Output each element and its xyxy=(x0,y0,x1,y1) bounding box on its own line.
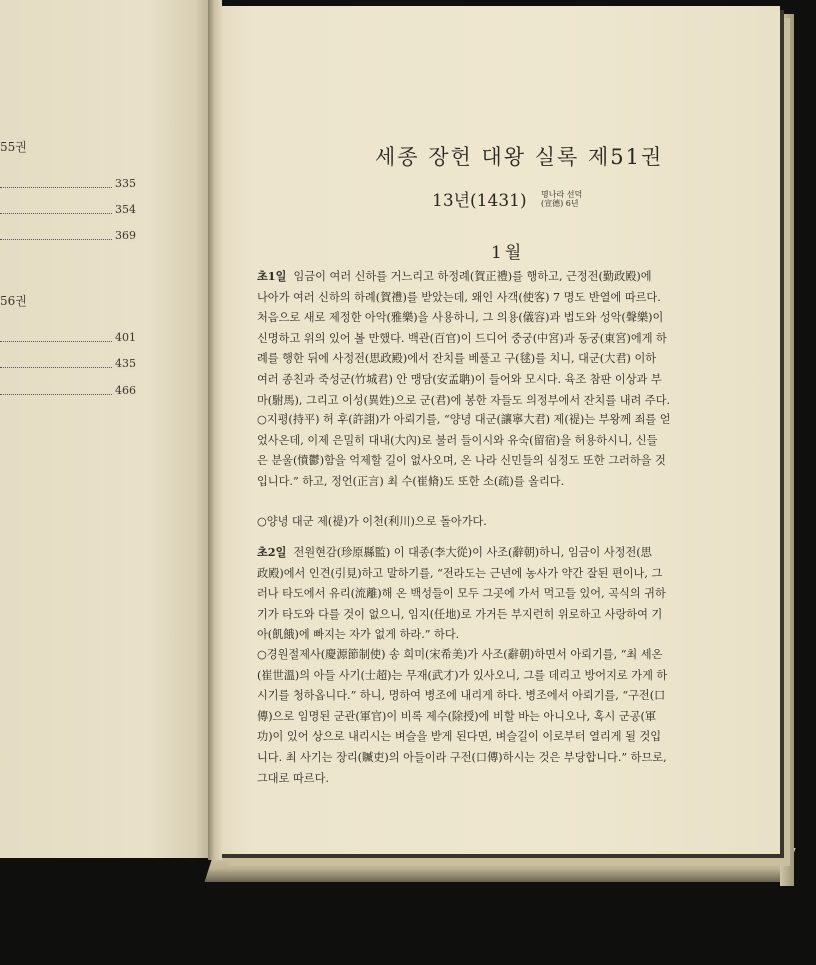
toc-entry: 369 xyxy=(0,229,136,243)
page-stack-edge xyxy=(780,14,794,886)
year-note: 명나라 선덕 (宣德) 6년 xyxy=(541,190,583,208)
day-label: 초2일 xyxy=(257,545,287,559)
day-label: 초1일 xyxy=(257,269,287,283)
book-gutter xyxy=(208,0,222,860)
toc-entry: 466 xyxy=(0,384,136,398)
toc-entry: 435 xyxy=(0,357,136,371)
entry-day-1: 초1일 임금이 여러 신하를 거느리고 하정례(賀正禮)를 행하고, 근정전(勤政殿)에 나아가 여러 신하의 하례(賀禮)를 받았는데, 왜인 사객(使客) 7 명도 반열에 따르다. 처음으로 새로 제정한 아악(雅樂)을 사용하니, 그 의용(儀容)과 법도와 성악(聲樂)이 신명하고 위의 있어 볼 만했다. 백관(百官)이 드디어 중궁(中宮)과 동궁(東宮)에게 하 례를 행한 뒤에 사정전(思政殿)에서 잔치를 베풀고 구(毬)를 치니, 대군(大君) 이하 여러 종친과 죽성군(竹城君) 안 맹담(安孟聃)이 들어와 모시다. 육조 참판 이상과 부 마(駙馬), 그리고 이성(異姓)으로 군(君)에 봉한 자들도 의정부에서 잔치를 내려 주다. xyxy=(257,269,671,407)
entry-petition: ○지평(持平) 허 후(許詡)가 아뢰기를, “양녕 대군(讓寧大君) 제(禔)는 부왕께 죄를 얻 었사온데, 이제 은밀히 대내(大內)로 불러 들이시와 유숙(留宿)을 허용하시니, 신들 은 분울(憤鬱)함을 억제할 길이 없사오며, 온 나라 신민들의 심정도 또한 그러하을 것 입니다.” 하고, 정언(正言) 최 수(崔脩)도 또한 소(疏)를 올리다. xyxy=(257,413,671,488)
entry-gyeongwon: ○경원절제사(慶源節制使) 송 희미(宋希美)가 사조(辭朝)하면서 아뢰기를, “최 세온 (崔世溫)의 아들 사기(士超)는 무재(武才)가 있사오니, 그를 데리고 방어지로 가게 하 시기를 청하옵니다.” 하니, 명하여 병조에 내리게 하다. 병조에서 아뢰기를, “구전(口 傳)으로 임명된 군관(軍官)이 비록 제수(除授)에 비할 바는 아니오나, 혹시 군공(軍 功)이 있어 상으로 내리시는 벼슬을 받게 된다면, 벼슬길이 이로부터 열리게 될 것입 니다. 최 사기는 장리(贓吏)의 아들이라 구전(口傳)하시는 것은 부당합니다.” 하므로, 그대로 따르다. xyxy=(257,648,668,785)
left-page xyxy=(0,0,212,858)
entry-return: ○양녕 대군 제(禔)가 이천(利川)으로 돌아가다. xyxy=(257,515,487,528)
volume-title: 세종 장헌 대왕 실록 제51권 xyxy=(375,145,664,169)
toc-volume-label: 55권 xyxy=(0,140,27,154)
month-heading: 1월 xyxy=(491,243,525,263)
toc-entry: 335 xyxy=(0,177,136,191)
entry-day-2: 초2일 전원현감(珍原縣監) 이 대종(李大從)이 사조(辭朝)하니, 임금이 사정전(思 政殿)에서 인견(引見)하고 말하기를, “전라도는 근년에 농사가 약간 잘된 편이나, 그 러나 타도에서 유리(流離)해 온 백성들이 모두 그곳에 가서 먹고들 있어, 곡식의 귀하 기가 타도와 다를 것이 없으니, 임지(任地)로 가거든 부지런히 위로하고 사랑하여 기 아(飢餓)에 빠지는 자가 없게 하라.” 하다. xyxy=(257,545,666,642)
year-heading: 13년(1431) xyxy=(432,191,527,211)
toc-volume-label: 56권 xyxy=(0,294,27,308)
toc-entry: 401 xyxy=(0,331,136,345)
toc-entry: 354 xyxy=(0,203,136,217)
